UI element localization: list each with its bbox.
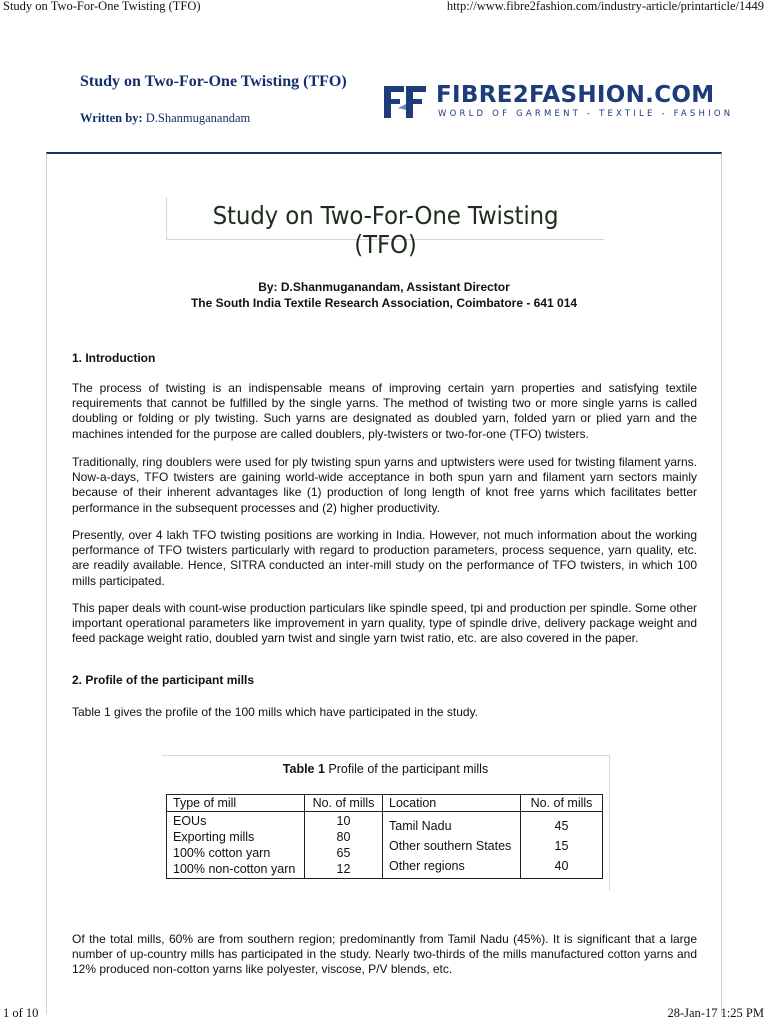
- table-1: [166, 794, 603, 879]
- table-1-caption-text: Profile of the participant mills: [324, 762, 489, 776]
- print-header-url[interactable]: http://www.fibre2fashion.com/industry-article/printarticle/1449: [446, 0, 764, 13]
- mill-type: EOUs: [173, 814, 207, 828]
- paragraph-6: Of the total mills, 60% are from southern region; predominantly from Tamil Nadu (45%). It is significant that a large number of up-country mills has participated in the study. Nearly two-thirds of the mills manufactured cotton yarns and 12% produced non-cotton yarns like polyester, viscose, P/V blends, etc.: [72, 932, 697, 977]
- mill-type-count: 12: [336, 862, 351, 876]
- table-1-caption-label: Table 1: [282, 762, 325, 776]
- location-count: 45: [554, 819, 569, 833]
- mill-type: Exporting mills: [173, 830, 255, 844]
- fibre2fashion-logo: [384, 82, 734, 122]
- table-header-cell: Location: [383, 795, 521, 812]
- written-by: [80, 111, 250, 126]
- paper-title: Study on Two-For-One Twisting (TFO): [212, 201, 559, 259]
- logo-wordmark: FIBRE2FASHION.COM: [436, 82, 715, 108]
- section-heading-profile: 2. Profile of the participant mills: [72, 673, 255, 687]
- print-timestamp: 28-Jan-17 1:25 PM: [667, 1006, 764, 1020]
- author-name: D.Shanmuganandam: [145, 111, 251, 125]
- article-title: Study on Two-For-One Twisting (TFO): [80, 73, 347, 90]
- written-by-label: Written by:: [80, 111, 143, 125]
- location-count: 40: [554, 859, 569, 873]
- paper-byline-author: By: D.Shanmuganandam, Assistant Director: [258, 280, 510, 294]
- section-heading-introduction: 1. Introduction: [72, 351, 156, 365]
- paper-title-box: [166, 197, 604, 259]
- locations-cell: [383, 812, 521, 879]
- table-header-cell: No. of mills: [521, 795, 603, 812]
- table-1-caption: [162, 762, 609, 776]
- location-counts-cell: [521, 812, 603, 879]
- paper-byline-institution: The South India Textile Research Association, Coimbatore - 641 014: [190, 296, 578, 310]
- location: Tamil Nadu: [389, 819, 452, 833]
- location-count: 15: [554, 839, 569, 853]
- page-number: 1 of 10: [3, 1006, 39, 1020]
- mill-type: 100% cotton yarn: [173, 846, 271, 860]
- mill-type-count: 80: [336, 830, 351, 844]
- paragraph-2: Traditionally, ring doublers were used for ply twisting spun yarns and uptwisters were used for twisting filament yarns. Now-a-days, TFO twisters are gaining world-wide acceptance in both spun yarn and filament yarn sectors mainly because of their inherent advantages like (1) production of long length of knot free yarns which facilitates better performance in the subsequent processes and (2) higher productivity.: [72, 455, 697, 515]
- location: Other southern States: [389, 839, 512, 853]
- print-header: [0, 0, 768, 16]
- paragraph-5: Table 1 gives the profile of the 100 mills which have participated in the study.: [72, 705, 479, 719]
- table-row: [167, 812, 603, 879]
- table-header-cell: Type of mill: [167, 795, 305, 812]
- table-header-row: [167, 795, 603, 812]
- location: Other regions: [389, 859, 465, 873]
- mill-type: 100% non-cotton yarn: [173, 862, 296, 876]
- paragraph-3: Presently, over 4 lakh TFO twisting positions are working in India. However, not much information about the working performance of TFO twisters particularly with regard to production parameters, process sequence, yarn quality, etc. are readily available. Hence, SITRA conducted an inter-mill study on the performance of TFO twisters, in which 100 mills participated.: [72, 528, 697, 588]
- table-1-figure: [162, 755, 610, 891]
- paragraph-4: This paper deals with count-wise production particulars like spindle speed, tpi and production per spindle. Some other important operational parameters like improvement in yarn quality, type of spindle drive, delivery package weight and feed package weight ratio, doubled yarn twist and single yarn twist ratio, etc. are also covered in the paper.: [72, 601, 697, 646]
- mill-type-count: 10: [336, 814, 351, 828]
- table-header-cell: No. of mills: [305, 795, 383, 812]
- mill-type-count: 65: [336, 846, 351, 860]
- mill-types-cell: [167, 812, 305, 879]
- mill-type-counts-cell: [305, 812, 383, 879]
- logo-tagline: WORLD OF GARMENT - TEXTILE - FASHION: [438, 109, 734, 119]
- paragraph-1: The process of twisting is an indispensable means of improving certain yarn properties and satisfying textile requirements that cannot be fulfilled by the single yarns. The method of twisting two or more single yarns is called doubling or folding or ply twisting. Such yarns are designated as doubled yarn, folded yarn or plied yarn and the machines intended for the purpose are called doublers, ply-twisters or two-for-one (TFO) twisters.: [72, 381, 697, 441]
- print-header-title: Study on Two-For-One Twisting (TFO): [3, 0, 201, 13]
- f2f-logo-icon: [384, 84, 428, 118]
